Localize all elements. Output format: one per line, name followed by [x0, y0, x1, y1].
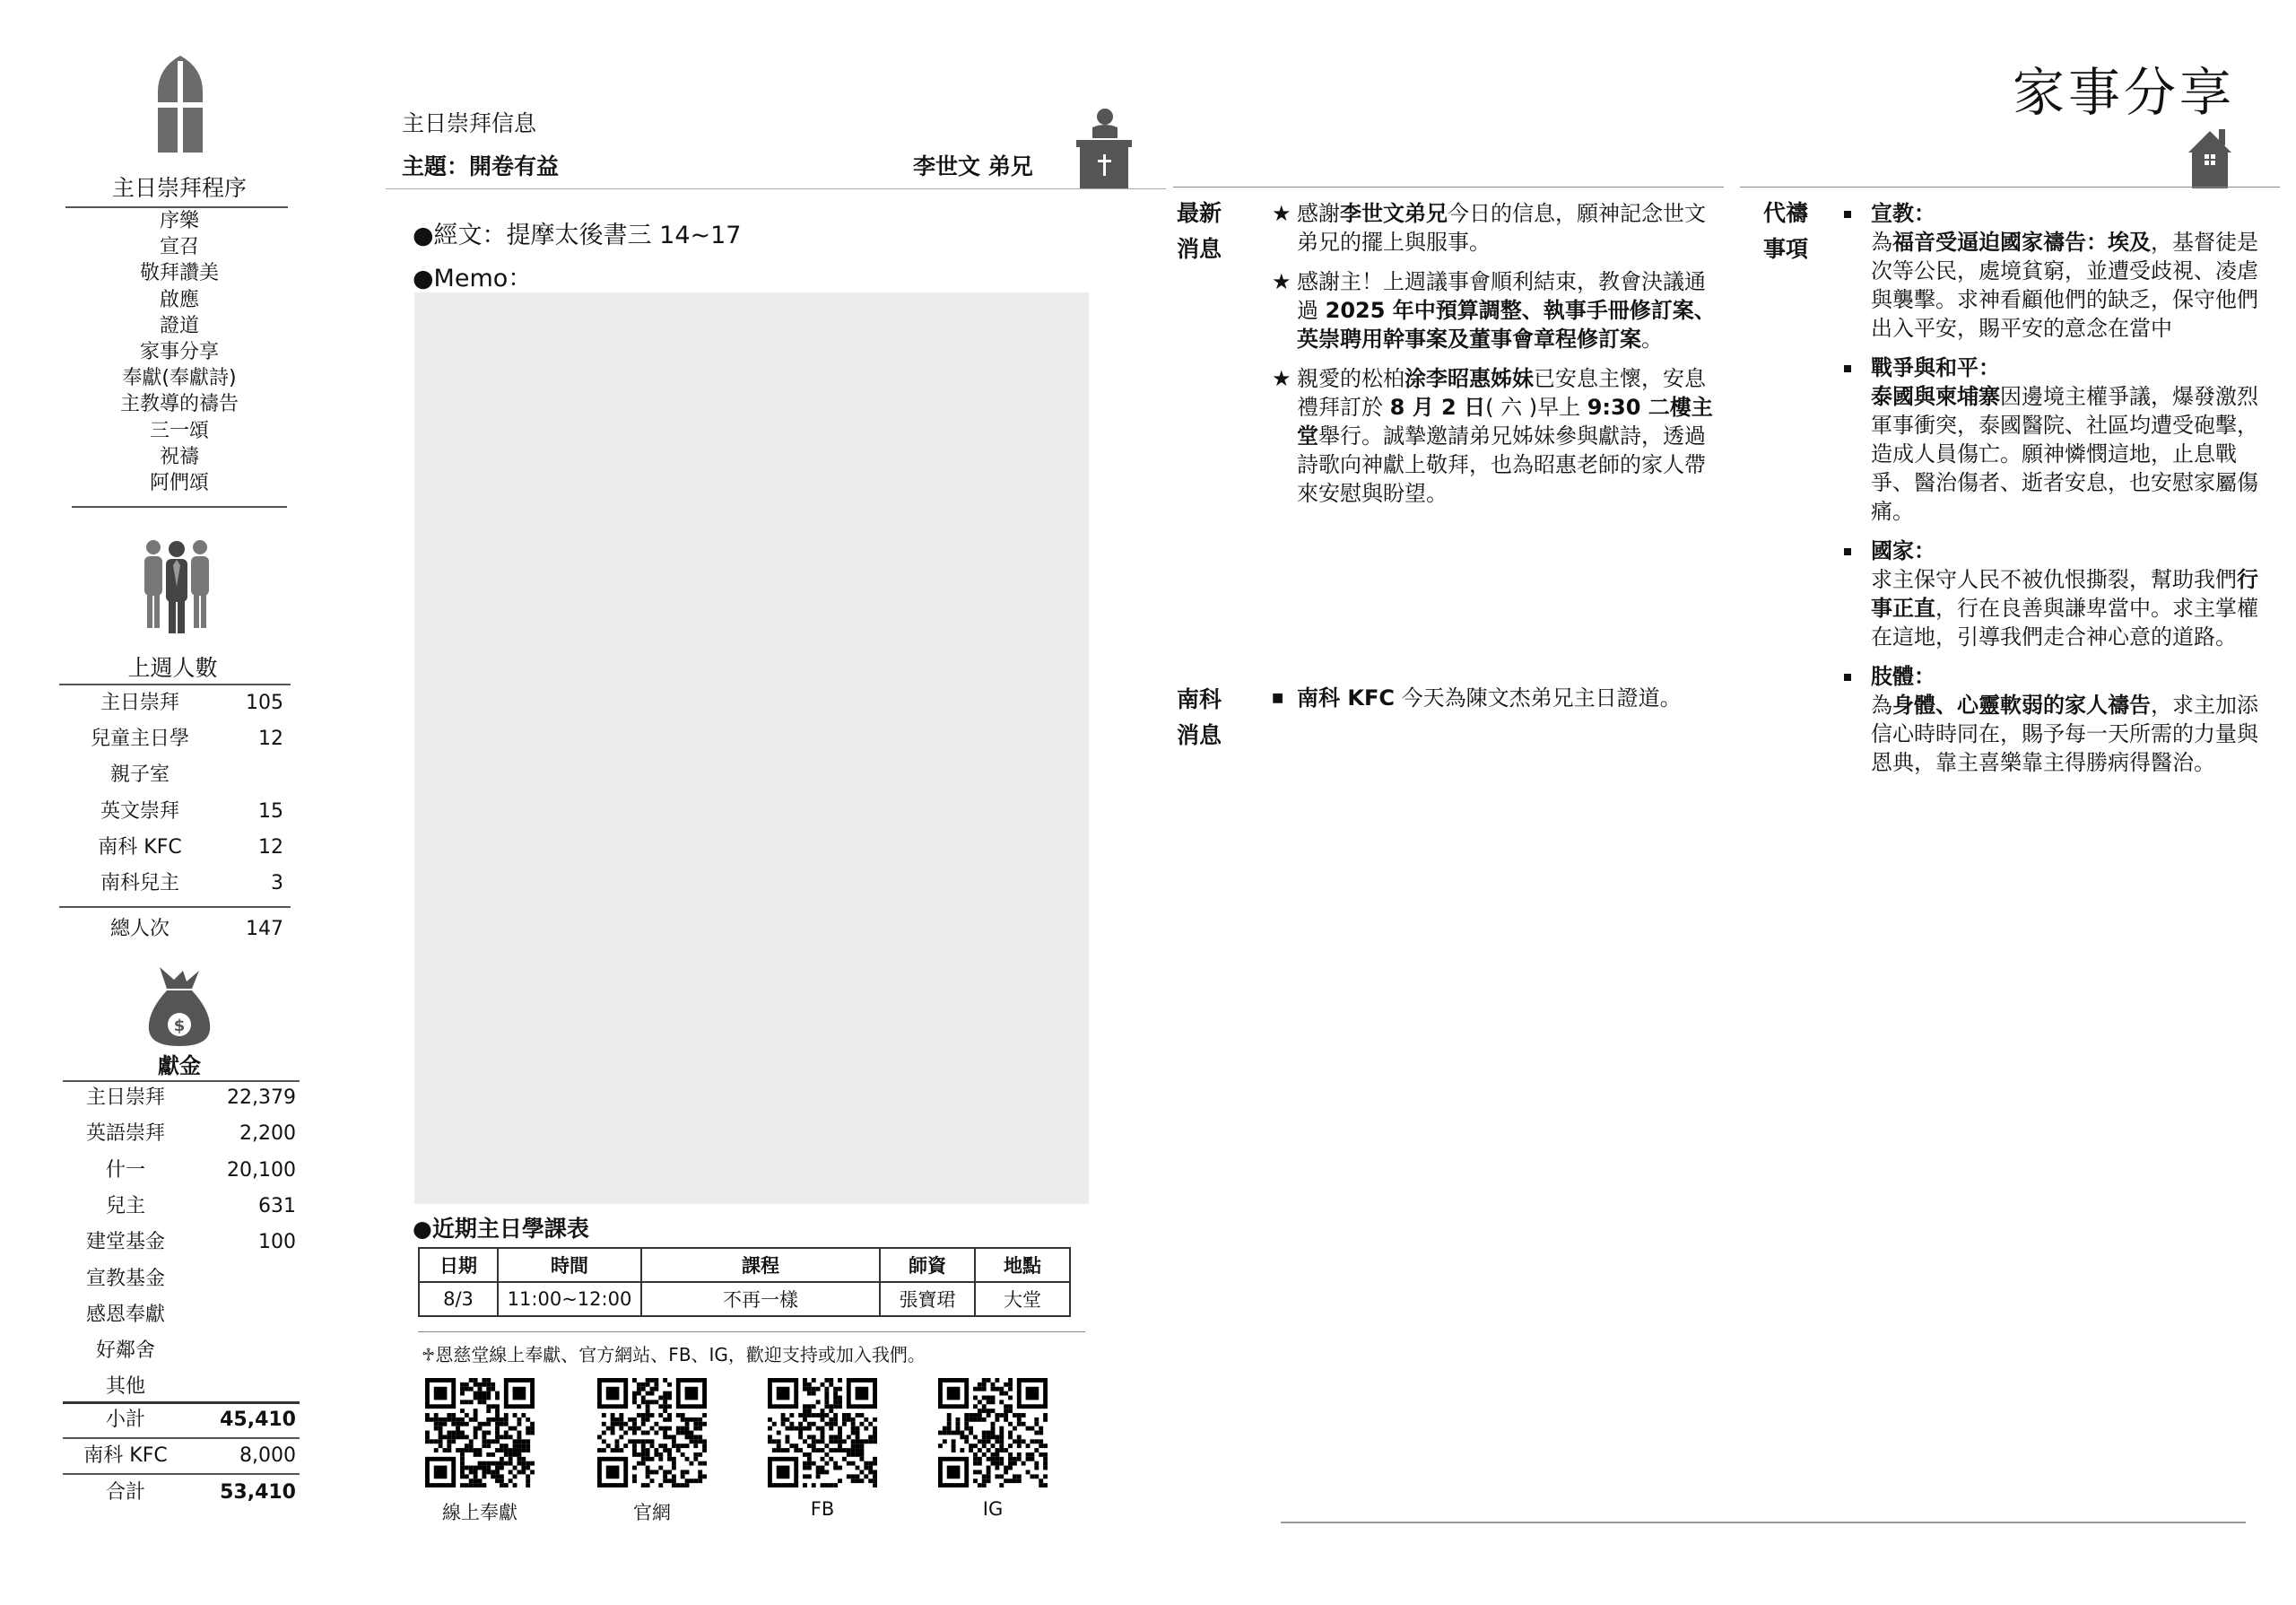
- memo-label: ●Memo：: [413, 265, 533, 292]
- list-item: [1272, 684, 1684, 712]
- row-value: 15: [258, 799, 283, 823]
- row-label: 兒主: [105, 1194, 145, 1217]
- cell-place: 大堂: [975, 1282, 1070, 1316]
- prayer-label-line1: 代禱: [1763, 200, 1809, 226]
- prayer-text: ，基督徒是次等公民，處境貧窮，並遭受歧視、凌虐與襲擊。求神看顧他們的缺乏，保守他們出入平安，賜平安的意念在當中: [1871, 230, 2258, 341]
- nanke-item-text: 今天為陳文杰弟兄主日證道。: [1394, 685, 1682, 711]
- prayer-text: ，行在良善與謙卑當中。求主掌權在這地，引導我們走合神心意的道路。: [1871, 596, 2258, 650]
- offering-table: [63, 1083, 300, 1513]
- news-text: 。: [1641, 327, 1663, 352]
- row-label: 好鄰舍: [95, 1339, 155, 1363]
- qr-fb[interactable]: [768, 1378, 877, 1487]
- prayer-item-title: 肢體：: [1871, 664, 1935, 689]
- attendance-table: [59, 686, 292, 955]
- bullet-icon: [1844, 674, 1851, 681]
- order-item: 家事分享: [139, 341, 219, 364]
- row-label: 南科 KFC: [83, 1444, 168, 1467]
- star-bullet-icon: ★: [1272, 366, 1292, 391]
- divider: [1740, 187, 2280, 188]
- prayer-item-title: 國家：: [1871, 538, 1935, 563]
- page-title: 家事分享: [2013, 62, 2236, 123]
- news-text: 9:30 二樓主堂: [1297, 395, 1713, 449]
- nanke-label-line1: 南科: [1177, 686, 1222, 712]
- qr-online-offering[interactable]: [425, 1378, 535, 1487]
- row-value: 147: [246, 918, 283, 940]
- prayer-label-line2: 事項: [1763, 236, 1809, 262]
- row-value: 22,379: [227, 1086, 296, 1109]
- divider: [1173, 187, 1724, 188]
- prayer-item-body: [1871, 228, 2266, 343]
- table-header-row: [419, 1248, 1070, 1282]
- order-item: 敬拜讚美: [139, 262, 219, 285]
- order-item: 宣召: [159, 236, 199, 259]
- divider: [59, 906, 291, 908]
- bottom-divider: [1281, 1522, 2246, 1523]
- list-item: [1272, 267, 1720, 353]
- list-item: [1272, 364, 1720, 508]
- offering-title: 獻金: [158, 1053, 201, 1078]
- row-label: 主日崇拜: [85, 1086, 165, 1109]
- cell-date: 8/3: [419, 1282, 498, 1316]
- news-text: 8 月 2 日: [1389, 395, 1486, 420]
- svg-text:$: $: [173, 1016, 186, 1035]
- prayer-list: [1844, 199, 2266, 788]
- prayer-text-bold: 福音受逼迫國家禱告：埃及: [1892, 230, 2151, 255]
- prayer-item-body: [1871, 691, 2266, 777]
- row-value: 105: [246, 692, 283, 714]
- prayer-text: ，求主加添信心時時同在，賜予每一天所需的力量與恩典，靠主喜樂靠主得勝病得醫治。: [1871, 693, 2258, 775]
- prayer-item-title: 宣教：: [1871, 201, 1935, 226]
- row-value: 3: [271, 872, 283, 894]
- bullet-icon: [1844, 365, 1851, 372]
- latest-label-line1: 最新: [1177, 200, 1222, 226]
- prayer-text-bold: 行事正直: [1871, 567, 2258, 621]
- divider: [63, 1473, 300, 1475]
- order-item: 奉獻(奉獻詩): [122, 367, 237, 390]
- row-label: 宣教基金: [85, 1267, 165, 1290]
- divider: [386, 188, 1166, 189]
- row-label: 什一: [105, 1158, 145, 1182]
- nanke-item-bold: 南科 KFC: [1297, 685, 1395, 711]
- row-value: 2,200: [239, 1122, 296, 1146]
- qr-caption: 線上奉獻: [442, 1502, 517, 1523]
- news-text: 涂李昭惠姊妹: [1405, 366, 1534, 391]
- col-teacher: 師資: [880, 1248, 975, 1282]
- news-text: 感謝主！上週議事會順利結束，教會決議通過: [1297, 269, 1706, 323]
- qr-official-site[interactable]: [597, 1378, 707, 1487]
- row-label: 合計: [105, 1481, 145, 1504]
- order-item: 啟應: [159, 288, 199, 311]
- scripture: ●經文：提摩太後書三 14~17: [413, 222, 742, 249]
- prayer-item: [1844, 199, 2266, 343]
- row-label: 主日崇拜: [100, 692, 179, 714]
- row-label: 南科 KFC: [98, 835, 182, 859]
- prayer-text-bold: 泰國與柬埔寨: [1871, 384, 2000, 409]
- row-label: 南科兒主: [100, 872, 179, 894]
- money-bag-icon: [147, 965, 212, 1046]
- church-window-icon: [154, 56, 206, 153]
- star-bullet-icon: ★: [1272, 269, 1292, 294]
- row-label: 感恩奉獻: [85, 1303, 165, 1326]
- row-label: 英文崇拜: [100, 799, 179, 823]
- news-text: 2025 年中預算調整、執事手冊修訂案、英崇聘用幹事案及董事會章程修訂案: [1297, 298, 1716, 352]
- star-bullet-icon: ★: [1272, 201, 1292, 226]
- bullet-icon: [1844, 548, 1851, 555]
- news-text: 今日的信息，願神記念世文弟兄的擺上與服事。: [1297, 201, 1706, 255]
- divider: [418, 1331, 1085, 1332]
- qr-caption: FB: [810, 1498, 835, 1520]
- row-label: 兒童主日學: [90, 728, 189, 751]
- row-value: 20,100: [227, 1158, 296, 1182]
- qr-ig[interactable]: [938, 1378, 1048, 1487]
- news-text: 感謝: [1297, 201, 1340, 226]
- table-row: [419, 1282, 1070, 1316]
- prayer-text-bold: 身體、心靈軟弱的家人禱告: [1892, 693, 2151, 718]
- latest-news-label: [1177, 196, 1222, 267]
- prayer-item: [1844, 353, 2266, 526]
- divider: [72, 506, 287, 508]
- row-value: 45,410: [220, 1409, 296, 1431]
- divider: [63, 1437, 300, 1439]
- worship-order-list: [63, 208, 296, 496]
- house-icon: [2188, 126, 2231, 188]
- nanke-label-line2: 消息: [1177, 722, 1222, 748]
- news-text: 李世文弟兄: [1340, 201, 1448, 226]
- news-text: ( 六 )早上: [1485, 395, 1587, 420]
- prayer-label: [1763, 196, 1808, 267]
- row-value: 100: [258, 1231, 296, 1254]
- order-item: 阿們頌: [149, 472, 209, 495]
- online-note: ♱恩慈堂線上奉獻、官方網站、FB、IG，歡迎支持或加入我們。: [422, 1344, 926, 1365]
- pulpit-icon: [1076, 108, 1132, 188]
- sunday-school-title: ●近期主日學課表: [413, 1216, 589, 1242]
- sermon-header: 主日崇拜信息: [402, 110, 537, 136]
- row-label: 小計: [105, 1409, 145, 1431]
- col-place: 地點: [975, 1248, 1070, 1282]
- row-label: 建堂基金: [85, 1231, 165, 1254]
- sermon-speaker: 李世文 弟兄: [913, 153, 1033, 179]
- prayer-text: 為: [1871, 230, 1892, 255]
- col-date: 日期: [419, 1248, 498, 1282]
- cell-time: 11:00~12:00: [498, 1282, 641, 1316]
- list-item: [1272, 199, 1720, 257]
- order-item: 主教導的禱告: [119, 393, 239, 416]
- col-course: 課程: [641, 1248, 880, 1282]
- divider: [63, 1080, 300, 1082]
- prayer-item: [1844, 536, 2266, 651]
- qr-caption: 官網: [633, 1502, 671, 1523]
- order-item: 祝禱: [159, 445, 199, 468]
- latest-label-line2: 消息: [1177, 236, 1222, 262]
- sunday-school-table: [418, 1247, 1071, 1317]
- row-label: 總人次: [109, 918, 170, 940]
- row-value: 53,410: [220, 1481, 296, 1504]
- divider: [59, 684, 291, 685]
- cell-teacher: 張寶珺: [880, 1282, 975, 1316]
- col-time: 時間: [498, 1248, 641, 1282]
- prayer-item-body: [1871, 565, 2266, 651]
- news-text: 親愛的松柏: [1297, 366, 1405, 391]
- news-text: 已安息主懷，安息禮拜訂於: [1297, 366, 1706, 420]
- prayer-text: 因邊境主權爭議，爆發激烈軍事衝突，泰國醫院、社區均遭受砲擊，造成人員傷亡。願神憐憫這地，止息戰爭、醫治傷者、逝者安息，也安慰家屬傷痛。: [1871, 384, 2258, 524]
- people-icon: [142, 538, 212, 633]
- prayer-item-title: 戰爭與和平：: [1871, 355, 2000, 380]
- cell-course: 不再一樣: [641, 1282, 880, 1316]
- bullet-icon: [1844, 211, 1851, 218]
- news-text: 舉行。誠摯邀請弟兄姊妹參與獻詩，透過詩歌向神獻上敬拜，也為昭惠老師的家人帶來安慰與盼望。: [1297, 423, 1706, 506]
- row-value: 12: [258, 835, 283, 859]
- row-value: 631: [258, 1194, 296, 1217]
- row-label: 英語崇拜: [85, 1122, 165, 1146]
- order-item: 序樂: [159, 210, 199, 232]
- row-value: 8,000: [239, 1444, 296, 1467]
- nanke-news-label: [1177, 682, 1222, 754]
- row-label: 親子室: [109, 763, 170, 787]
- divider: [63, 1401, 300, 1404]
- attendance-title: 上週人數: [127, 655, 218, 681]
- memo-area[interactable]: [414, 292, 1089, 1204]
- order-item: 證道: [159, 314, 199, 337]
- order-item: 三一頌: [149, 419, 209, 442]
- prayer-text: 為: [1871, 693, 1892, 718]
- nanke-news-list: [1272, 684, 1684, 723]
- prayer-text: 求主保守人民不被仇恨撕裂，幫助我們: [1871, 567, 2237, 592]
- latest-news-list: [1272, 199, 1720, 519]
- prayer-item-body: [1871, 382, 2266, 526]
- sermon-theme: 主題：開卷有益: [402, 153, 560, 179]
- row-value: 12: [258, 728, 283, 751]
- qr-caption: IG: [982, 1498, 1004, 1520]
- prayer-item: [1844, 662, 2266, 777]
- row-label: 其他: [105, 1375, 145, 1399]
- bullet-icon: ■: [1272, 691, 1284, 705]
- worship-order-title: 主日崇拜程序: [111, 175, 247, 201]
